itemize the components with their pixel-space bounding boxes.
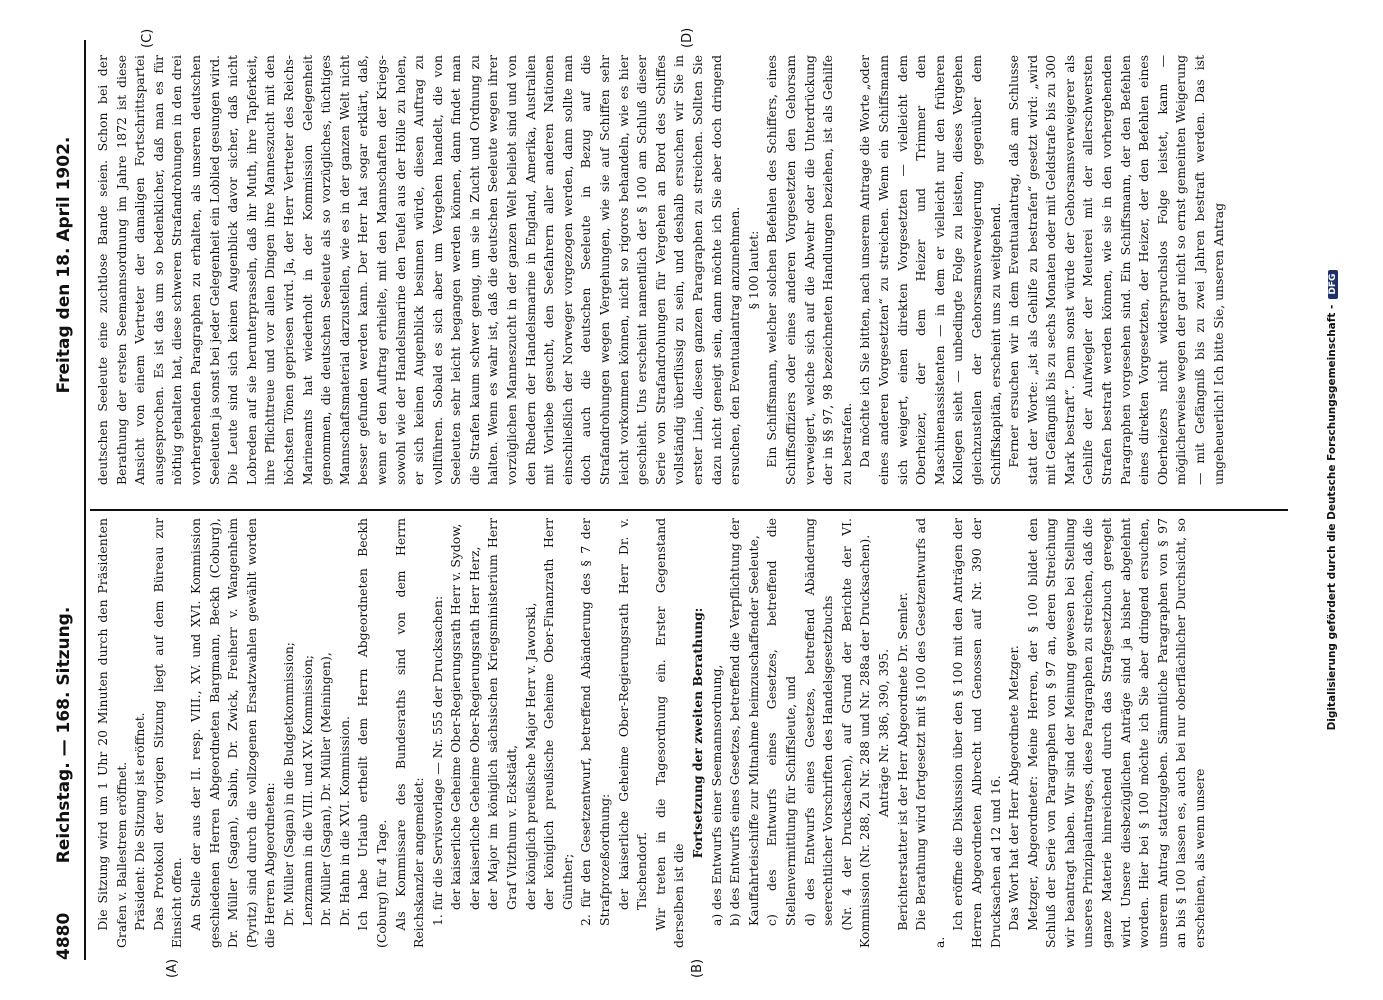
paragraph: Da möchte ich Sie bitten, nach unserem Antrage die Worte „oder eines anderen Vorgesetzten“ zu streichen. Wenn ein Schiffsmann sich weigert, einen direkten Vorgesetzten — vielleicht dem Oberheizer, der dem Heizer und Trimmer den Maschinenassistenten — in dem er vielleicht nur den früheren Kollegen sieht — unbedingte Folge zu leisten, dieses Vergehen gleichzustellen der Gehorsamsverweigerung gegenüber dem Schiffskapitän, erscheint uns zu weitgehend. bbox=[857, 55, 1003, 485]
list-item: Dr. Müller (Sagan) in die Budgetkommission; bbox=[280, 642, 296, 926]
paragraph: (Nr. 4 der Drucksachen), auf Grund der Berichte der VI. Kommission (Nr. 288, Zu Nr. 288 und Nr. 288a der Drucksachen). bbox=[838, 518, 873, 948]
list-item: d) des Entwurfs eines Gesetzes, betreffend Abänderung seerechtlicher Vorschriften des Handelsgesetzbuchs bbox=[801, 518, 836, 926]
section-heading: § 100 lautet: bbox=[745, 230, 761, 310]
list-item: der königlich preußische Geheime Ober-Finanzrath Herr Günther; bbox=[541, 518, 575, 910]
list-item: c) des Entwurfs eines Gesetzes, betreffend die Stellenvermittlung für Schiffsleute, und bbox=[764, 518, 798, 926]
list-item: der kaiserliche Geheime Ober-Regierungsrath Herr v. Sydow, bbox=[448, 523, 464, 910]
session-date: Freitag den 18. April 1902. bbox=[54, 136, 74, 394]
list-item: 1. für die Servisvorlage — Nr. 555 der Drucksachen: bbox=[429, 595, 445, 926]
paragraph: Wir treten in die Tagesordnung ein. Erster Gegenstand derselben ist die bbox=[652, 518, 687, 948]
list-item: Dr. Hahn in die XVI. Kommission. bbox=[336, 716, 352, 926]
paragraph: Das Wort hat der Herr Abgeordnete Metzger. bbox=[1006, 645, 1022, 931]
paragraph: Das Protokoll der vorigen Sitzung liegt auf dem Büreau zur Einsicht offen. bbox=[150, 518, 185, 948]
margin-marker-b: (B) bbox=[690, 958, 705, 978]
paragraph: Als Kommissare des Bundesraths sind von dem Herrn Reichskanzler angemeldet: bbox=[392, 518, 427, 948]
margin-marker-d: (D) bbox=[680, 27, 695, 48]
left-column bbox=[94, 518, 1210, 948]
dfg-logo: DFG bbox=[1328, 270, 1338, 299]
paragraph: Anträge Nr. 386, 390, 395. bbox=[875, 648, 891, 818]
list-item: a) des Entwurfs einer Seemannsordnung, bbox=[708, 664, 724, 926]
list-item: der kaiserliche Geheime Ober-Regierungsrath Herr Dr. v. Tischendorf. bbox=[615, 518, 650, 910]
column-divider bbox=[90, 509, 1288, 511]
margin-marker-c: (C) bbox=[140, 28, 155, 48]
margin-marker-a: (A) bbox=[165, 958, 180, 978]
list-item: der kaiserliche Geheime Ober-Regierungsrath Herr Herz, bbox=[466, 546, 482, 910]
agenda-heading: Fortsetzung der zweiten Berathung: bbox=[690, 607, 705, 859]
list-item: b) des Entwurfs eines Gesetzes, betreffend die Verpflichtung der Kauffahrteischiffe zur Mitnahme heimzuschaffender Seeleute, bbox=[727, 518, 761, 926]
list-item: Lenzmann in die VIII. und XV. Kommission; bbox=[299, 654, 315, 926]
header-rule bbox=[84, 40, 86, 960]
quoted-section: Ein Schiffsmann, welcher solchen Befehlen des Schiffers, eines Schiffsoffiziers oder eines anderen Vorgesetzten den Gehorsam verweigert, welche sich auf die Abwehr oder die Unterdrückung der in §§ 97, 98 bezeichneten Handlungen beziehen, ist als Gehilfe zu bestrafen. bbox=[764, 55, 854, 485]
speech-paragraph: Metzger, Abgeordneter: Meine Herren, der § 100 bildet den Schluß der Serie von Paragraphen von § 97 an, deren Streichung wir beantragt haben. Wir sind der Meinung gewesen bei Stellung unseres Prinzipalantrages, diese Paragraphen zu streichen, daß die ganze Materie hinreichend durch das Strafgesetzbuch geregelt wird. Unsere diesbezüglichen Anträge sind ja bisher abgelehnt worden. Hier bei § 100 möchte ich Sie aber dringend ersuchen, unserem Antrag stattzugeben. Sämmtliche Paragraphen von § 97 an bis § 100 lassen es, auch bei nur oberflächlicher Durchsicht, so erscheinen, als wenn unsere bbox=[1024, 518, 1208, 948]
list-item: 2. für den Gesetzentwurf, betreffend Abänderung des § 7 der Strafprozeßordnung: bbox=[578, 518, 613, 926]
paragraph: An Stelle der aus der II. resp. VIII., XV. und XVI. Kommission geschiedenen Herren Abgeordneten Bargmann, Beckh (Coburg), Dr. Müller (Sagan), Sabin, Dr. Zwick, Freiherr v. Wangenheim (Pyritz) sind durch die vollzogenen Ersatzwahlen gewählt worden die Herren Abgeordneten: bbox=[187, 518, 278, 948]
list-item: der Major im königlich sächsischen Kriegsministerium Herr Graf Vitzthum v. Eckstädt, bbox=[485, 518, 520, 910]
page-header bbox=[50, 40, 82, 960]
speech-paragraph: deutschen Seeleute eine zuchtlose Bande seien. Schon bei der Berathung der ersten Seemannsordnung im Jahre 1872 ist diese Ansicht von einem Vertreter der damaligen Fortschrittspartei ausgesprochen. Es ist das um so bedenklicher, daß man es für nöthig gehalten hat, diese schweren Strafandrohungen in den drei vorhergehenden Paragraphen zu erhalten, als unseren deutschen Seeleuten ja sonst bei jeder Gelegenheit ein Loblied gesungen wird. Die Leute sind sich keinen Augenblick davor sicher, daß nicht Lobreden auf sie herunterprasseln, daß ihr Muth, ihre Tapferkeit, ihre Pflichttreue und vor allen Dingen ihre Manneszucht mit den höchsten Tönen gepriesen wird. Ja, der Herr Vertreter des Reichs-Marineamts hat wiederholt in der Kommission Gelegenheit genommen, die deutschen Seeleute als so vorzügliches, tüchtiges Mannschaftsmaterial darzustellen, wie es in der ganzen Welt nicht besser gefunden werden kann. Der Herr hat sogar erklärt, daß, wenn er den Auftrag erhielte, mit den Mannschaften der Kriegs- sowohl wie der Handelsmarine den Teufel aus der Hölle zu holen, er sich keinen Augenblick besinnen würde, diesen Auftrag zu vollführen. Sobald es sich aber um Vergehen handelt, die von Seeleuten sehr leicht begangen werden können, dann findet man die Strafen kaum schwer genug, um sie in Zucht und Ordnung zu halten. Wenn es wahr ist, daß die deutschen Seeleute wegen ihrer vorzüglichen Manneszucht in der ganzen Welt beliebt sind und von den Rhedern der Handelsmarine in England, Amerika, Australien mit Vorliebe gesucht, den Seefahrern aller anderen Nationen einschließlich der Norweger vorgezogen werden, dann sollte man doch auch die deutschen Seeleute in Bezug auf die Strafandrohungen wegen Vergehungen, wie sie auf Schiffen sehr leicht vorkommen können, nicht so rigoros behandeln, wie es hier geschieht. Uns erscheint namentlich der § 100 am Schluß dieser Serie von Strafandrohungen für Vergehen an Bord des Schiffes vollständig überflüssig zu sein, und deshalb ersuchen wir Sie in erster Linie, diesen ganzen Paragraphen zu streichen. Sollten Sie dazu nicht geneigt sein, dann möchte ich Sie aber doch dringend ersuchen, den Eventualantrag anzunehmen. bbox=[95, 55, 743, 485]
page-number: 4880 bbox=[54, 912, 74, 960]
paragraph: Ferner ersuchen wir in dem Eventualantrag, daß am Schlusse statt der Worte: „ist als Gehilfe zu bestrafen“ gesetzt wird: „wird mit Gefängniß bis zu sechs Monaten oder mit Geldstrafe bis zu 300 Mark bestraft“. Denn sonst würde der Gehorsamsverweigerer als Gehilfe der Aufwiegler der Meuterei mit der allerschwersten Strafen bestraft werden können, wie sie in den vorhergehenden Paragraphen vorgesehen sind. Ein Schiffsmann, der den Befehlen eines direkten Vorgesetzten, der Heizer, der den Befehlen eines Oberheizers nicht widerspruchslos Folge leistet, kann — möglicherweise wegen der gar nicht so ernst gemeinten Weigerung — mit Gefängniß bis zu zwei Jahren bestraft werden. Das ist ungeheuerlich! Ich bitte Sie, unseren Antrag bbox=[1006, 55, 1226, 485]
digitization-credit bbox=[1326, 0, 1338, 1000]
right-column bbox=[94, 55, 1228, 485]
paragraph: Präsident: Die Sitzung ist eröffnet. bbox=[132, 712, 148, 931]
list-item: Dr. Müller (Sagan), Dr. Müller (Meiningen), bbox=[318, 652, 334, 926]
paragraph: Ich habe Urlaub ertheilt dem Herrn Abgeordneten Beckh (Coburg) für 4 Tage. bbox=[355, 518, 389, 948]
session-title: Reichstag. — 168. Sitzung. bbox=[54, 606, 74, 864]
credit-text: Digitalisierung gefördert durch die Deutsche Forschungsgemeinschaft - bbox=[1326, 304, 1338, 731]
paragraph: Ich eröffne die Diskussion über den § 100 mit den Anträgen der Herren Abgeordneten Albrecht und Genossen auf Nr. 390 der Drucksachen ad 12 und 16. bbox=[950, 518, 1003, 948]
paragraph: Berichterstatter ist der Herr Abgeordnete Dr. Semler. bbox=[894, 592, 910, 931]
list-item: der königlich preußische Major Herr v. Jaworski, bbox=[522, 602, 538, 910]
paragraph: Die Berathung wird fortgesetzt mit § 100 des Gesetzentwurfs ad a. bbox=[913, 518, 947, 948]
paragraph: Die Sitzung wird um 1 Uhr 20 Minuten durch den Präsidenten Grafen v. Ballestrem eröffnet. bbox=[95, 518, 129, 948]
